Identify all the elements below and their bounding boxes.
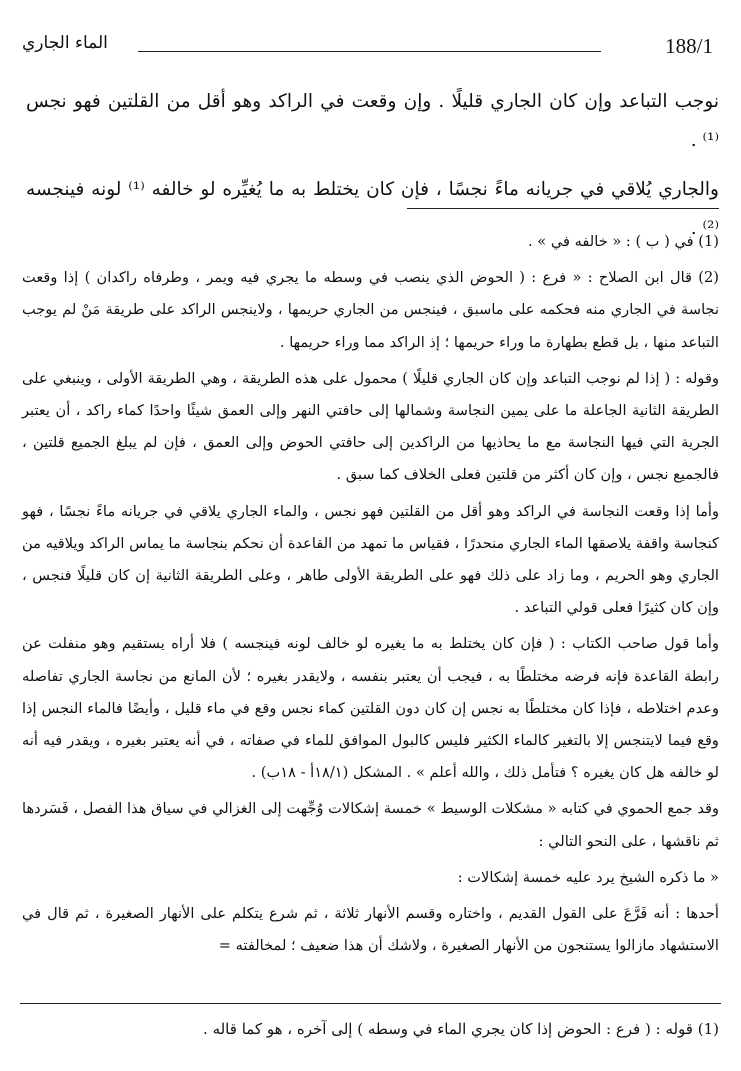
footnote: (1) في ( ب ) : « خالفه في » . [527,233,719,250]
footnotes [22,226,719,966]
main-paragraph: نوجب التباعد وإن كان الجاري قليلًا . وإن وقعت في الراكد وهو أقل من القلتين فهو نجس ⁽¹⁾ . [26,91,719,151]
page-number: 188/1 [665,34,713,58]
footnote: وقد جمع الحموي في كتابه « مشكلات الوسيط » خمسة إشكالات وُجِّهت إلى الغزالي في سياق هذا الفصل ، فَسَردها ثم ناقشها ، على النحو التالي : [22,800,719,850]
header-rule [138,51,601,52]
footnote: (2) قال ابن الصلاح : « فرع : ( الحوض الذي ينصب في وسطه ما يجري فيه ويمر ، وطرفاه راكدان ) إذا وقعت نجاسة في الجاري منه فحكمه على ماسبق ، فينجس من الجاري حريمها ، ولاينجس الراكد على طريقة مَنْ لم يوجب التباعد منها ، بل قطع بطهارة ما وراء حريمها ؛ إذ الراكد مما وراء حريمها . [22,269,719,351]
page-header [20,30,721,66]
footnote: أحدها : أنه فَرَّعَ على القول القديم ، واختاره وقسم الأنهار ثلاثة ، ثم شرع يتكلم على الأنهار الصغيرة ، ثم قال في الاستشهاد مازالوا يستنجون من الأنهار الصغيرة ، ولاشك أن هذا ضعيف ؛ لمخالفته = [22,905,719,955]
bottom-divider [20,1003,721,1004]
running-title: الماء الجاري [22,33,108,53]
main-paragraph: والجاري يُلاقي في جريانه ماءً نجسًا ، فإن كان يختلط به ما يُغيِّره لو خالفه ⁽¹⁾ لونه فينجسه ⁽²⁾ . [26,179,719,239]
footnote: وأما إذا وقعت النجاسة في الراكد وهو أقل من القلتين فهو نجس ، والماء الجاري يلاقي في جريانه ماءً نجسًا ، فهو كنجاسة واقفة يلاصقها الماء الجاري منحدرًا ، فقياس ما تمهد من القاعدة أن نحكم بنجاسة ما يماس الراكد ويلاقيه من الجاري وهو الحريم ، وما زاد على ذلك فهو على الطريقة الأولى طاهر ، وعلى الطريقة الثانية إن كان قليلًا فنجس ، وإن كان كثيرًا فعلى قولي التباعد . [22,502,719,617]
footnote-divider [407,208,719,209]
footnote: وقوله : ( إذا لم نوجب التباعد وإن كان الجاري قليلًا ) محمول على هذه الطريقة ، وهي الطريقة الأولى ، وينبغي على الطريقة الثانية الجاعلة ما على يمين النجاسة وشمالها إلى حافتي النهر وإلى العمق شيئًا واحدًا كماء راكد ، أن يعتبر الجرية التي فيها النجاسة مع ما يحاذيها من الراكدين إلى حافتي الحوض وإلى العمق ، فإن لم يبلغ الجميع قلتين ، فالجميع نجس ، وإن كان أكثر من قلتين فعلى الخلاف كما سبق . [22,369,719,484]
bottom-footnote: (1) قوله : ( فرع : الحوض إذا كان يجري الماء في وسطه ) إلى آخره ، هو كما قاله . [203,1020,719,1038]
footnote: « ما ذكره الشيخ يرد عليه خمسة إشكالات : [457,868,719,886]
footnote: وأما قول صاحب الكتاب : ( فإن كان يختلط به ما يغيره لو خالف لونه فينجسه ) فلا أراه يستقيم وهو منفلت عن رابطة القاعدة فإنه فرضه مختلطًا به ، فيجب أن يعتبر بنفسه ، ولايقدر بغيره ؛ لأن المانع من نجاسة الجاري تفاصله وعدم اختلاطه ، فإذا كان مختلطًا به نجس إن كان دون القلتين كماء نجس وقع في ماء قليل ، وأيضًا فالماء النجس إذا وقع فيما لايتنجس إلا بالتغير كالماء الكثير فليس كالبول الموافق للماء في صفاته ، في أنه يعتبر بغيره ، ويقدر فيه أنه لو خالفه هل كان يغيره ؟ فتأمل ذلك ، والله أعلم » . المشكل (١٨/١أ - ١٨ب) . [22,635,719,782]
